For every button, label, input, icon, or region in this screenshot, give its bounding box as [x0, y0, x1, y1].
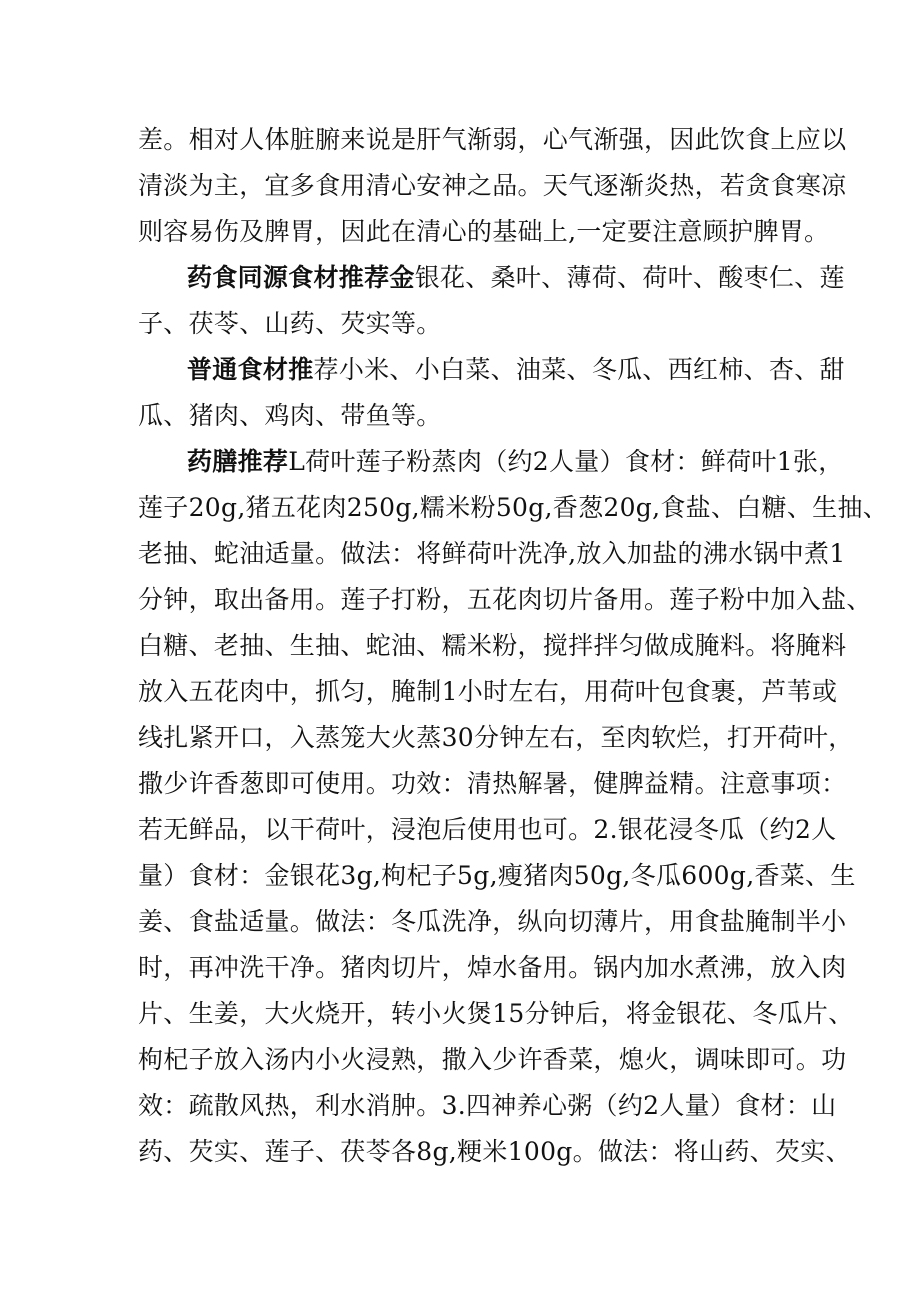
paragraph-line: [187, 255, 847, 301]
paragraph-line: 白糖、老抽、生抽、蛇油、糯米粉，搅拌拌匀做成腌料。将腌料: [138, 631, 847, 660]
section-heading: 药膳推荐: [187, 447, 289, 476]
paragraph-line: 线扎紧开口，入蒸笼大火蒸30分钟左右，至肉软烂，打开荷叶，: [138, 723, 854, 752]
paragraph-line: 枸杞子放入汤内小火浸熟，撒入少许香菜，熄火，调味即可。功: [138, 1045, 847, 1074]
paragraph-text: L荷叶莲子粉蒸肉（约2人量）食材：鲜荷叶1张，: [288, 447, 844, 476]
paragraph-line: 清淡为主，宜多食用清心安神之品。天气逐渐炎热，若贪食寒凉: [138, 171, 847, 200]
paragraph-line: 效：疏散风热，利水消肿。3.四神养心粥（约2人量）食材：山: [138, 1091, 837, 1120]
paragraph-text: 银花、桑叶、薄荷、荷叶、酸枣仁、莲: [414, 263, 845, 292]
paragraph-line: [187, 439, 847, 485]
paragraph-line: 若无鲜品，以干荷叶，浸泡后使用也可。2.银花浸冬瓜（约2人: [138, 815, 837, 844]
paragraph-line: 子、茯苓、山药、芡实等。: [138, 309, 442, 338]
paragraph-line: 差。相对人体脏腑来说是肝气渐弱，心气渐强，因此饮食上应以: [138, 125, 847, 154]
paragraph-line: 瓜、猪肉、鸡肉、带鱼等。: [138, 401, 442, 430]
paragraph-line: [187, 347, 847, 393]
paragraph-line: 量）食材：金银花3g,枸杞子5g,瘦猪肉50g,冬瓜600g,香菜、生: [138, 861, 856, 890]
paragraph-line: 撒少许香葱即可使用。功效：清热解暑，健脾益精。注意事项：: [138, 769, 847, 798]
paragraph-line: 姜、食盐适量。做法：冬瓜洗净，纵向切薄片，用食盐腌制半小: [138, 907, 847, 936]
paragraph-line: 分钟，取出备用。莲子打粉，五花肉切片备用。莲子粉中加入盐、: [138, 585, 872, 614]
paragraph-line: 药、芡实、莲子、茯苓各8g,粳米100g。做法：将山药、芡实、: [138, 1137, 851, 1166]
paragraph-line: 片、生姜，大火烧开，转小火煲15分钟后，将金银花、冬瓜片、: [138, 999, 854, 1028]
paragraph-text: 荐小米、小白菜、油菜、冬瓜、西红柿、杏、甜: [313, 355, 845, 384]
section-heading: 药食同源食材推荐金: [187, 263, 415, 292]
paragraph-line: 放入五花肉中，抓匀，腌制1小时左右，用荷叶包食裹，芦苇或: [138, 677, 838, 706]
paragraph-line: 莲子20g,猪五花肉250g,糯米粉50g,香葱20g,食盐、白糖、生抽、: [138, 493, 889, 522]
paragraph-line: 时，再冲洗干净。猪肉切片，焯水备用。锅内加水煮沸，放入肉: [138, 953, 847, 982]
paragraph-line: 则容易伤及脾胃，因此在清心的基础上,一定要注意顾护脾胃。: [138, 217, 830, 246]
section-heading: 普通食材推: [187, 355, 314, 384]
paragraph-line: 老抽、蛇油适量。做法：将鲜荷叶洗净,放入加盐的沸水锅中煮1: [138, 539, 846, 568]
